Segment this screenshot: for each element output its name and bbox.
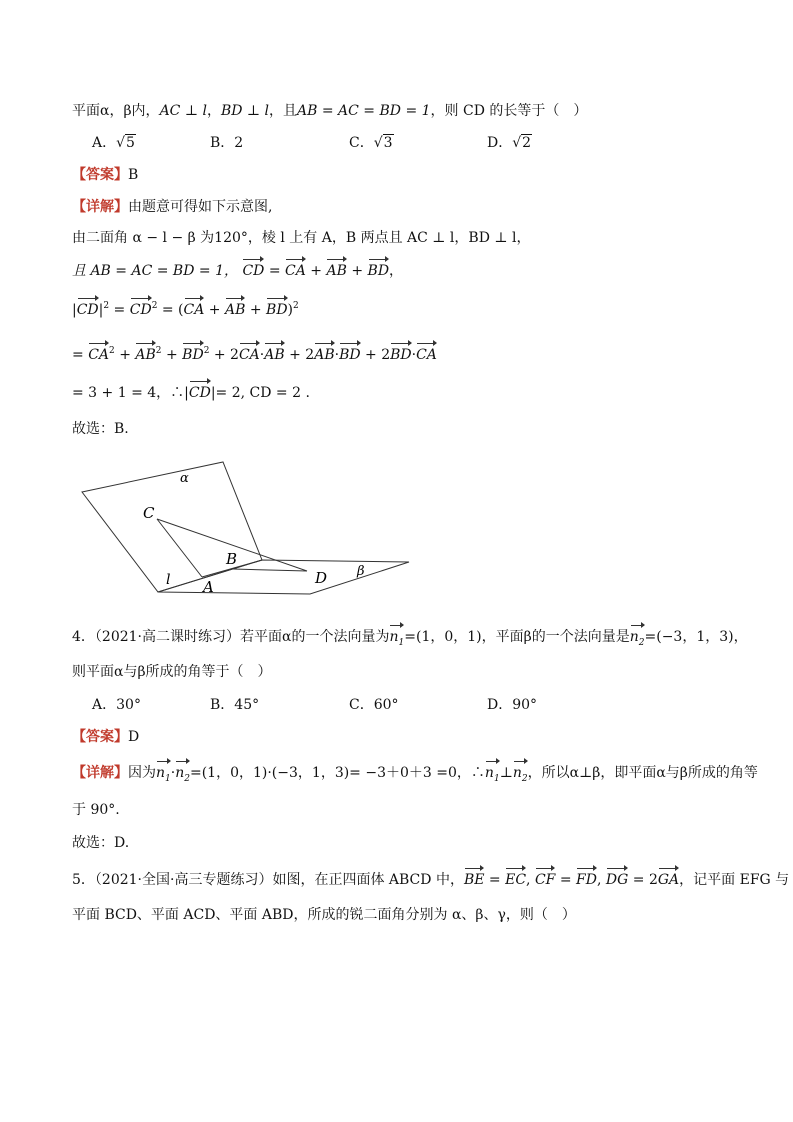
- q3-option-c: C．√3: [349, 135, 393, 151]
- label-b: B: [226, 550, 238, 568]
- q3-detail-5: = $CA^2 + AB^2 + BD^2 + 2CA\cdot AB + 2AB\cdot BD + 2BD\cdot CA$: [72, 346, 437, 363]
- q3-stem: 平面α，β内，AC ⊥ l，BD ⊥ l，且AB = AC = BD = 1，则 CD 的长等于（ ）: [72, 103, 588, 119]
- q3-detail-1: 【详解】由题意可得如下示意图,: [72, 199, 273, 215]
- q3-conclusion: 故选：B.: [72, 421, 129, 437]
- q3-option-a: A．√5: [92, 135, 135, 151]
- segment-bd: [233, 569, 307, 571]
- label-d: D: [315, 569, 328, 587]
- q5-stem-2: 平面 BCD、平面 ACD、平面 ABD，所成的锐二面角分别为 α、β、γ，则（ ）: [72, 907, 576, 923]
- label-beta: β: [357, 564, 365, 579]
- q5-stem-1: 5．（2021·全国·高三专题练习）如图，在正四面体 ABCD 中，BE = EC, CF = FD, DG = 2GA，记平面 EFG 与: [72, 872, 790, 888]
- q4-stem-1: 4．（2021·高二课时练习）若平面α的一个法向量为$n_1=(1$，0，1)，平面β的一个法向量是$n_2=(-3$，1，3)，: [72, 628, 748, 652]
- q4-answer: 【答案】D: [72, 729, 140, 745]
- label-a: A: [203, 578, 214, 596]
- q3-detail-3: 且 AB = AC = BD = 1， CD = CA + AB + BD，: [72, 263, 404, 279]
- q4-option-c: C．60°: [349, 697, 399, 713]
- q4-detail-2: 于 90°.: [72, 802, 120, 818]
- segment-ac: [157, 519, 202, 577]
- q4-option-b: B．45°: [210, 697, 260, 713]
- segment-ab: [202, 560, 262, 577]
- q4-option-d: D．90°: [487, 697, 538, 713]
- q3-detail-6: = 3 + 1 = 4，∴|CD|= 2, CD = 2 .: [72, 385, 310, 401]
- q3-option-b: B．2: [210, 135, 244, 151]
- q4-detail-1: 【详解】因为$n_1\cdot n_2=(1$，0，1)·(−3，1，3)= −3＋0＋3 =0，$\therefore n_1\perp n_2$，所以α⊥β，即平面α与β所成的角等: [72, 764, 758, 788]
- q4-stem-2: 则平面α与β所成的角等于（ ）: [72, 664, 272, 680]
- label-c: C: [143, 504, 155, 522]
- label-l: l: [166, 572, 171, 588]
- label-alpha: α: [180, 471, 189, 486]
- q4-option-a: A．30°: [92, 697, 141, 713]
- q4-conclusion: 故选：D.: [72, 835, 130, 851]
- q3-detail-2: 由二面角 α − l − β 为120°，棱 l 上有 A，B 两点且 AC ⊥ l，BD ⊥ l，: [72, 230, 531, 246]
- segment-cd: [157, 519, 307, 571]
- q3-option-d: D．√2: [487, 135, 532, 151]
- plane-beta: [158, 560, 409, 594]
- plane-alpha: [82, 462, 262, 592]
- q3-answer: 【答案】B: [72, 167, 139, 183]
- q3-detail-4: $|CD|^2 = CD^2 = (CA$ + AB + BD)$^2$: [72, 301, 299, 318]
